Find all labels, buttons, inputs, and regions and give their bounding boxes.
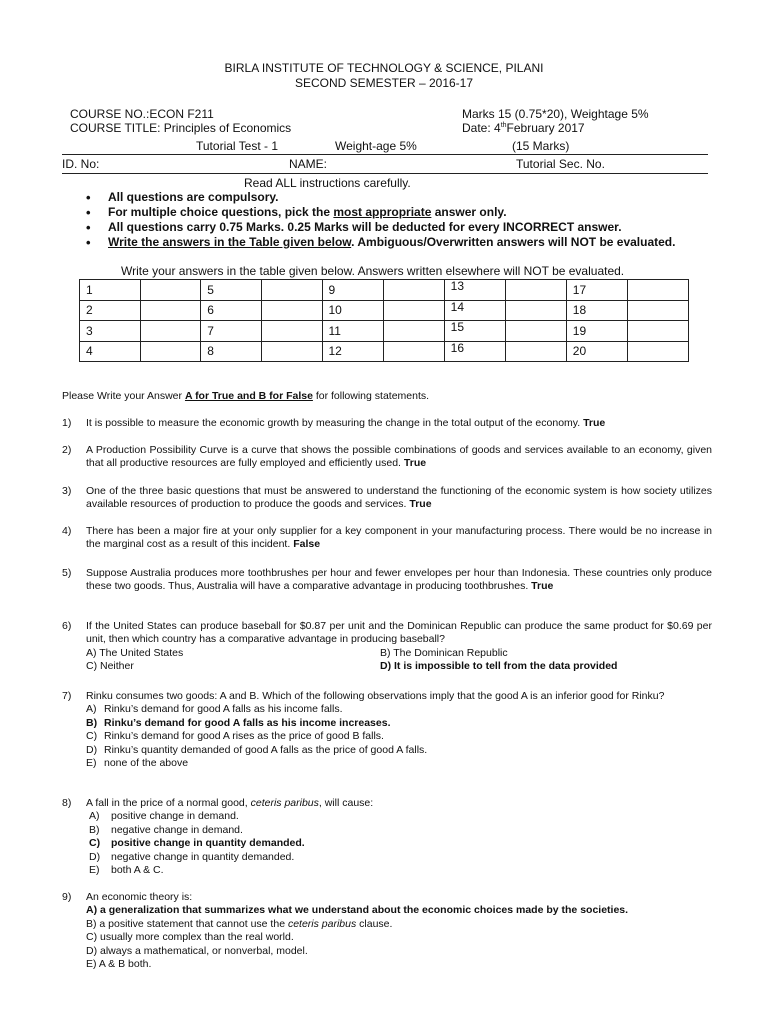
option-a: A) positive change in demand. [89,810,239,823]
option-d: D) always a mathematical, or nonverbal, model. [86,944,308,957]
answer-cell[interactable] [384,341,445,362]
answer-cell-number: 14 [444,300,506,321]
answer-cell-number: 6 [201,300,262,321]
tutorial-section-label: Tutorial Sec. No. [516,157,605,171]
question-text: If the United States can produce baseball for $0.87 per unit and the Dominican Republic can produce the same product for $0.69 per unit, then which country has a comparative advantage in producing baseball? [86,620,712,646]
options-row [86,647,712,660]
option-b: B) Rinku’s demand for good A falls as his income increases. [86,716,391,729]
answer-cell-number: 15 [444,321,506,342]
option-e: E) both A & C. [89,864,164,877]
question-5 [62,567,712,594]
answer-cell-number: 11 [322,321,384,342]
answer-cell-number: 12 [322,341,384,362]
answer-table [79,279,689,362]
option-d: D) negative change in quantity demanded. [89,850,295,863]
answer-cell[interactable] [506,280,567,301]
question-text: Rinku consumes two goods: A and B. Which of the following observations imply that the good A is an inferior good for Rinku? [86,690,665,702]
question-text: Suppose Australia produces more toothbrushes per hour and fewer envelopes per hour than Indonesia. These countries only produce these two goods. Thus, Australia will have a comparative advantage in producing toothbrushes. True [86,567,712,593]
option-c: C) usually more complex than the real world. [86,931,294,944]
answer-cell[interactable] [506,341,567,362]
option-e: E) A & B both. [86,958,152,971]
question-number: 9) [62,891,72,903]
answer-cell-number: 2 [80,300,141,321]
answer-cell[interactable] [628,321,689,342]
option-a: A) Rinku’s demand for good A falls as his income falls. [86,703,343,716]
option-b: B) negative change in demand. [89,823,243,836]
answer-cell-number: 9 [322,280,384,301]
answer-cell[interactable] [384,321,445,342]
answer-cell[interactable] [261,280,322,301]
instructions-list [86,190,675,250]
answer-cell-number: 16 [444,341,506,362]
table-row [80,300,689,321]
answer-cell[interactable] [628,341,689,362]
question-number: 1) [62,417,72,429]
instruction-item: • For multiple choice questions, pick the most appropriate answer only. [86,205,675,220]
true-false-instruction: Please Write your Answer A for True and B for False for following statements. [62,390,430,402]
answer-cell[interactable] [140,321,201,342]
option-a: A) The United States [86,646,184,659]
instructions-heading: Read ALL instructions carefully. [244,176,411,190]
instruction-item: • Write the answers in the Table given below. Ambiguous/Overwritten answers will NOT be evaluated. [86,235,675,250]
answer-cell-number: 13 [444,280,506,301]
answer-cell-number: 20 [566,341,628,362]
question-number: 4) [62,525,72,537]
student-name-label: NAME: [289,157,328,171]
question-6 [62,620,712,674]
id-number-label: ID. No: [62,157,100,171]
answer-cell-number: 5 [201,280,262,301]
answer-cell-number: 8 [201,341,262,362]
answer-cell[interactable] [384,280,445,301]
question-number: 3) [62,485,72,497]
answer-cell[interactable] [628,300,689,321]
question-number: 6) [62,620,72,632]
marks-info: Marks 15 (0.75*20), Weightage 5% [462,107,649,121]
divider-top [62,154,708,155]
answer-cell[interactable] [140,300,201,321]
table-row [80,341,689,362]
answer-cell-number: 1 [80,280,141,301]
answer-cell[interactable] [140,341,201,362]
course-number: COURSE NO.:ECON F211 [70,107,214,121]
answer-cell-number: 4 [80,341,141,362]
question-number: 7) [62,690,72,702]
question-4 [62,525,712,552]
option-a: A) a generalization that summarizes what we understand about the economic choices made by the societies. [86,904,629,917]
option-d: D) Rinku’s quantity demanded of good A falls as the price of good A falls. [86,743,428,756]
answer-cell[interactable] [506,321,567,342]
question-number: 8) [62,797,72,809]
question-1 [62,417,712,430]
answer-cell-number: 10 [322,300,384,321]
answer-cell-number: 18 [566,300,628,321]
option-c: C) Neither [86,660,134,673]
table-row [80,280,689,301]
question-9 [62,891,712,971]
instruction-item: • All questions are compulsory. [86,190,675,205]
question-text: It is possible to measure the economic growth by measuring the change in the total output of the economy. True [86,417,606,429]
semester: SECOND SEMESTER – 2016-17 [294,76,474,90]
answer-cell-number: 19 [566,321,628,342]
option-c: C) Rinku’s demand for good A rises as the price of good B falls. [86,730,384,743]
answer-cell[interactable] [628,280,689,301]
exam-date: Date: 4thFebruary 2017 [462,121,585,135]
divider-bottom [62,173,708,174]
options-row [86,660,712,673]
option-e: E) none of the above [86,757,189,770]
course-title: COURSE TITLE: Principles of Economics [70,121,292,135]
question-text: One of the three basic questions that must be answered to understand the functioning of the economic system is how society utilizes available resources of production to produce the goods and services. True [86,485,712,511]
test-name: Tutorial Test - 1 [196,139,279,153]
question-8 [62,797,712,877]
answer-cell[interactable] [140,280,201,301]
option-c: C) positive change in quantity demanded. [89,837,305,850]
answer-cell-number: 3 [80,321,141,342]
institute-name: BIRLA INSTITUTE OF TECHNOLOGY & SCIENCE, PILANI [224,61,544,75]
question-number: 5) [62,567,72,579]
answer-cell-number: 17 [566,280,628,301]
question-2 [62,444,712,471]
question-text: An economic theory is: [86,891,193,903]
answer-table-caption: Write your answers in the table given below. Answers written elsewhere will NOT be evaluated. [121,264,625,278]
option-b: B) The Dominican Republic [380,646,508,659]
option-b: B) a positive statement that cannot use the ceteris paribus clause. [86,917,393,930]
question-number: 2) [62,444,72,456]
question-3 [62,485,712,512]
answer-cell[interactable] [261,341,322,362]
answer-cell[interactable] [261,321,322,342]
option-d: D) It is impossible to tell from the data provided [380,660,618,673]
answer-cell[interactable] [261,300,322,321]
question-text: There has been a major fire at your only supplier for a key component in your manufacturing process. There would be no increase in the marginal cost as a result of this incident. False [86,525,712,551]
answer-cell[interactable] [384,300,445,321]
table-row [80,321,689,342]
answer-cell-number: 7 [201,321,262,342]
question-7 [62,690,712,770]
question-text: A fall in the price of a normal good, ceteris paribus, will cause: [86,797,374,809]
total-marks: (15 Marks) [512,139,570,153]
instruction-item: • All questions carry 0.75 Marks. 0.25 Marks will be deducted for every INCORRECT answer. [86,220,675,235]
answer-cell[interactable] [506,300,567,321]
question-text: A Production Possibility Curve is a curve that shows the possible combinations of goods and services available to an economy, given that all productive resources are fully employed and efficiently used. True [86,444,712,470]
test-weightage: Weight-age 5% [335,139,417,153]
